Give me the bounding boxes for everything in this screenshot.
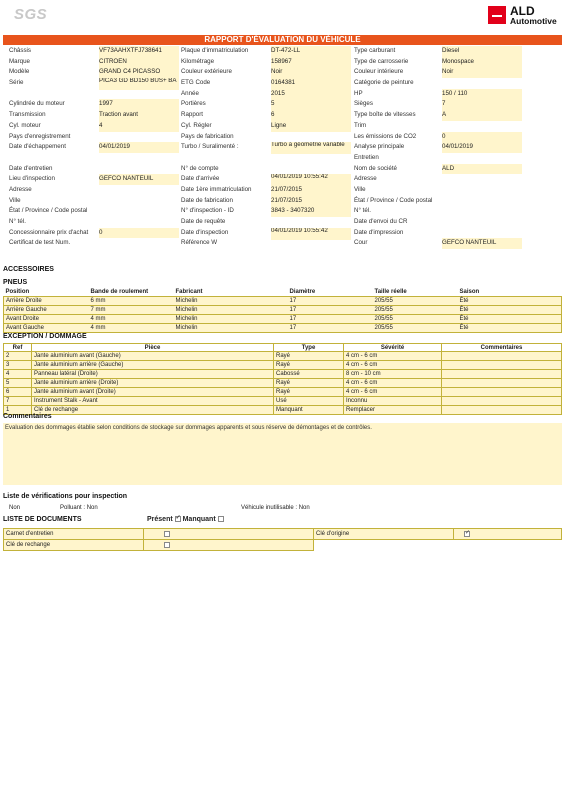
tyres-col-tread: Bande de roulement (90, 288, 149, 295)
info-row (3, 121, 562, 132)
damage-cell: 4 (4, 370, 32, 379)
info-label: État / Province / Code postal (354, 196, 433, 204)
tyres-heading: PNEUS (3, 279, 28, 286)
info-label: Lieu d'inspection (9, 175, 55, 183)
checklist-polluant (60, 505, 98, 511)
info-label: Type de carrosserie (354, 57, 409, 65)
damage-heading: EXCEPTION / DOMMAGE (3, 333, 87, 340)
tyre-cell: Arrière Droite (4, 296, 89, 305)
damage-row (4, 361, 562, 370)
info-label: Couleur extérieure (181, 68, 232, 76)
info-value: 04/01/2019 10:55:42 (271, 174, 351, 186)
documents-row (4, 540, 562, 551)
damage-row (4, 370, 562, 379)
info-label: Date d'inspection (181, 228, 229, 236)
info-label: Turbo / Suralimenté : (181, 143, 239, 151)
info-label: Concessionnaire prix d'achat (9, 228, 89, 236)
damage-cell: Instrument Stalk - Avant (32, 397, 274, 406)
info-row (3, 67, 562, 78)
info-value: 1997 (99, 99, 179, 110)
damage-row (4, 397, 562, 406)
info-label: Portières (181, 100, 206, 108)
info-label: Cylindrée du moteur (9, 100, 65, 108)
info-row (3, 174, 562, 185)
tyre-cell: Avant Gauche (4, 323, 89, 332)
info-value: Monospace (442, 57, 522, 68)
damage-col-type: Type (274, 344, 344, 352)
damage-cell: Rayé (274, 352, 344, 361)
info-label: N° de compte (181, 164, 219, 172)
comments-box (3, 423, 562, 485)
info-label: Trim (354, 121, 367, 129)
damage-cell: Panneau latéral (Droite) (32, 370, 274, 379)
damage-col-ref: Ref (4, 344, 32, 352)
damage-cell: Jante aluminium avant (Droite) (32, 388, 274, 397)
info-label: Cour (354, 239, 368, 247)
info-label: Année (181, 89, 199, 97)
tyres-table (3, 288, 562, 333)
info-label: Couleur intérieure (354, 68, 404, 76)
info-label: Certificat de test Num. (9, 239, 71, 247)
info-row (3, 196, 562, 207)
info-label: Modèle (9, 68, 30, 76)
info-value: 04/01/2019 10:55:42 (271, 228, 351, 240)
tyre-cell: Été (458, 314, 562, 323)
ald-logo-name: ALD (510, 4, 535, 18)
info-label: Kilométrage (181, 57, 215, 65)
info-value: Traction avant (99, 110, 179, 121)
tyres-col-size: Taille réelle (374, 288, 407, 295)
info-label: Date de requête (181, 218, 226, 225)
tyre-cell: Michelin (174, 296, 288, 305)
info-label: Ville (354, 185, 366, 193)
damage-cell: 4 cm - 6 cm (344, 352, 442, 361)
damage-col-comments: Commentaires (442, 344, 562, 352)
comments-text: Evaluation des dommages établie selon conditions de stockage sur dommages apparents et sous réserve de démontages et de contrôles. (5, 425, 372, 431)
doc-cle-rechange-checkbox-icon[interactable] (164, 542, 170, 548)
info-label: ETG Code (181, 79, 211, 87)
tyre-cell: 17 (288, 296, 373, 305)
ald-logo-icon (488, 6, 506, 24)
info-value: 6 (271, 110, 351, 121)
damage-row (4, 388, 562, 397)
info-row (3, 206, 562, 217)
info-label: Châssis (9, 47, 32, 54)
info-value: Diesel (442, 46, 522, 57)
info-label: Plaque d'immatriculation (181, 47, 249, 54)
ald-logo-subtitle: Automotive (510, 16, 557, 26)
doc-cle-origine-checkbox-icon[interactable] (464, 531, 470, 537)
checklist-heading: Liste de vérifications pour inspection (3, 493, 128, 500)
info-row (3, 89, 562, 100)
info-label: N° tél. (354, 207, 371, 215)
doc-cle-rechange-status[interactable] (144, 540, 314, 551)
info-value: 04/01/2019 (99, 142, 179, 153)
damage-cell: 1 (4, 406, 32, 415)
doc-empty-status (454, 540, 562, 551)
checklist-non: Non (9, 505, 21, 511)
tyre-cell: Été (458, 305, 562, 314)
info-value: 3843 - 3407320 (271, 206, 351, 217)
info-label: Marque (9, 57, 30, 65)
damage-cell: Manquant (274, 406, 344, 415)
damage-col-part: Pièce (32, 344, 274, 352)
info-label: Sièges (354, 100, 373, 108)
documents-row (4, 529, 562, 540)
tyres-col-brand: Fabricant (175, 288, 203, 295)
info-label: Analyse principale (354, 143, 405, 151)
info-value: PICA3 GD BD150 BUS+ BA (99, 78, 179, 90)
info-value: 0 (99, 228, 179, 239)
info-label: État / Province / Code postal (9, 207, 88, 215)
inutilisable-value: Non (298, 505, 310, 511)
damage-cell: 6 (4, 388, 32, 397)
manquant-label: Manquant (182, 516, 216, 523)
damage-cell: 7 (4, 397, 32, 406)
damage-cell: 3 (4, 361, 32, 370)
checklist-inutilisable (241, 505, 310, 511)
damage-cell: 8 cm - 10 cm (344, 370, 442, 379)
tyre-row (4, 296, 562, 305)
tyre-cell: 6 mm (89, 296, 174, 305)
info-row (3, 153, 562, 164)
info-row (3, 110, 562, 121)
info-label: Type carburant (354, 47, 396, 54)
damage-cell: Usé (274, 397, 344, 406)
tyre-cell: Michelin (174, 314, 288, 323)
sgs-logo-text: SGS (14, 6, 48, 23)
info-value: 21/07/2015 (271, 185, 351, 196)
tyre-cell: 17 (288, 314, 373, 323)
tyre-row (4, 323, 562, 332)
info-label: Cyl. Régler (181, 121, 212, 129)
damage-cell: Jante aluminium arrière (Droite) (32, 379, 274, 388)
info-row (3, 57, 562, 68)
info-label: Entretien (354, 153, 379, 161)
doc-carnet-checkbox-icon[interactable] (164, 531, 170, 537)
damage-cell: Rayé (274, 361, 344, 370)
damage-cell: Rayé (274, 388, 344, 397)
doc-cle-origine-status[interactable] (454, 529, 562, 540)
tyres-col-season: Saison (459, 288, 480, 295)
tyre-cell: 17 (288, 305, 373, 314)
info-label: Date 1ère immatriculation (181, 185, 252, 193)
damage-cell (442, 388, 562, 397)
damage-cell: Cabossé (274, 370, 344, 379)
tyre-cell: 205/55 (373, 305, 458, 314)
doc-carnet-label: Carnet d'entretien (4, 529, 144, 540)
documents-table (3, 528, 562, 551)
info-row (3, 228, 562, 239)
info-label: Ville (9, 196, 21, 204)
tyre-cell: Été (458, 296, 562, 305)
info-label: Date d'échappement (9, 143, 66, 151)
tyre-cell: 7 mm (89, 305, 174, 314)
sgs-logo (14, 6, 58, 28)
info-label: Date de fabrication (181, 196, 233, 204)
info-label: N° d'inspection - ID (181, 207, 234, 215)
info-label: HP (354, 89, 363, 97)
info-value: Ligne (271, 121, 351, 132)
tyre-cell: 205/55 (373, 296, 458, 305)
info-value: 5 (271, 99, 351, 110)
damage-cell: Jante aluminium arrière (Gauche) (32, 361, 274, 370)
present-label: Présent (147, 516, 173, 523)
report-title: RAPPORT D'ÉVALUATION DU VÉHICULE (3, 35, 562, 45)
doc-carnet-status[interactable] (144, 529, 314, 540)
damage-cell (442, 397, 562, 406)
damage-row (4, 352, 562, 361)
info-label: Type boîte de vitesses (354, 111, 416, 119)
info-value: Noir (271, 67, 351, 78)
documents-legend (147, 516, 224, 523)
info-value: 04/01/2019 (442, 142, 522, 153)
polluant-value: Non (86, 505, 98, 511)
damage-table (3, 343, 562, 415)
info-value: 150 / 110 (442, 89, 522, 100)
info-row (3, 78, 562, 89)
tyre-cell: Michelin (174, 323, 288, 332)
damage-cell (442, 379, 562, 388)
tyre-cell: 205/55 (373, 323, 458, 332)
damage-col-severity: Sévérité (344, 344, 442, 352)
damage-cell (442, 361, 562, 370)
info-label: Date d'arrivée (181, 175, 220, 183)
info-value: 7 (442, 99, 522, 110)
documents-heading: LISTE DE DOCUMENTS (3, 516, 82, 523)
info-label: Transmission (9, 111, 46, 119)
info-label: Pays de fabrication (181, 132, 234, 140)
info-value: Turbo a géometrie variable (271, 142, 351, 154)
info-value: ALD (442, 164, 522, 175)
info-label: Adresse (354, 175, 377, 183)
present-checkbox-icon (175, 516, 181, 522)
info-row (3, 132, 562, 143)
info-label: N° tél. (9, 218, 26, 225)
info-label: Date d'envoi du CR (354, 218, 408, 225)
polluant-label: Polluant : (60, 505, 86, 511)
damage-cell: 4 cm - 6 cm (344, 388, 442, 397)
info-value: 21/07/2015 (271, 196, 351, 207)
comments-heading: Commentaires (3, 413, 52, 420)
doc-cle-rechange-label: Clé de rechange (4, 540, 144, 551)
info-label: Pays d'enregistrement (9, 132, 71, 140)
info-label: Date d'entretien (9, 164, 53, 172)
info-value: 0164381 (271, 78, 351, 89)
tyre-cell: 17 (288, 323, 373, 332)
damage-cell: 5 (4, 379, 32, 388)
doc-cle-origine-label: Clé d'origine (314, 529, 454, 540)
info-row (3, 217, 562, 228)
info-label: Date d'impression (354, 228, 404, 236)
info-label: Série (9, 79, 24, 87)
info-label: Adresse (9, 185, 32, 193)
info-value: 158967 (271, 57, 351, 68)
damage-cell: 2 (4, 352, 32, 361)
tyres-col-diameter: Diamètre (289, 288, 316, 295)
info-label: Référence W (181, 239, 218, 247)
damage-cell (442, 352, 562, 361)
damage-cell: Jante aluminium avant (Gauche) (32, 352, 274, 361)
info-value: GEFCO NANTEUIL (442, 238, 522, 249)
info-row (3, 99, 562, 110)
tyre-cell: Avant Droite (4, 314, 89, 323)
accessories-heading: ACCESSOIRES (3, 266, 54, 273)
info-value: 2015 (271, 89, 351, 100)
tyre-cell: Été (458, 323, 562, 332)
tyre-cell: Arrière Gauche (4, 305, 89, 314)
info-value: 0 (442, 132, 522, 143)
damage-cell: 4 cm - 6 cm (344, 379, 442, 388)
vehicle-info-grid (3, 46, 562, 249)
info-row (3, 185, 562, 196)
tyre-cell: Michelin (174, 305, 288, 314)
info-value: CITROEN (99, 57, 179, 68)
tyre-row (4, 305, 562, 314)
info-value: 4 (99, 121, 179, 132)
info-value: Noir (442, 67, 522, 78)
info-row (3, 164, 562, 175)
info-value: A (442, 110, 522, 121)
info-label: Catégorie de peinture (354, 79, 414, 87)
info-row (3, 46, 562, 57)
damage-cell: Rayé (274, 379, 344, 388)
damage-row (4, 379, 562, 388)
tyre-cell: 205/55 (373, 314, 458, 323)
info-label: Cyl. moteur (9, 121, 41, 129)
damage-cell: Remplacer (344, 406, 442, 415)
damage-cell (442, 406, 562, 415)
damage-cell: Inconnu (344, 397, 442, 406)
doc-empty-label (314, 540, 454, 551)
tyres-col-position: Position (5, 288, 30, 295)
damage-cell: 4 cm - 6 cm (344, 361, 442, 370)
damage-row (4, 406, 562, 415)
info-label: Nom de société (354, 164, 397, 172)
tyre-cell: 4 mm (89, 314, 174, 323)
damage-cell: Clé de rechange (32, 406, 274, 415)
info-label: Les émissions de CO2 (354, 132, 417, 140)
info-value: GRAND C4 PICASSO (99, 67, 179, 78)
damage-cell (442, 370, 562, 379)
tyre-cell: 4 mm (89, 323, 174, 332)
info-value: DT-472-LL (271, 46, 351, 57)
manquant-checkbox-icon (218, 516, 224, 522)
info-value: GEFCO NANTEUIL (99, 174, 179, 185)
inutilisable-label: Véhicule inutilisable : (241, 505, 298, 511)
info-row (3, 142, 562, 153)
info-row (3, 238, 562, 249)
tyre-row (4, 314, 562, 323)
info-label: Rapport (181, 111, 204, 119)
info-value: VF73AAHXTFJ738641 (99, 46, 179, 57)
